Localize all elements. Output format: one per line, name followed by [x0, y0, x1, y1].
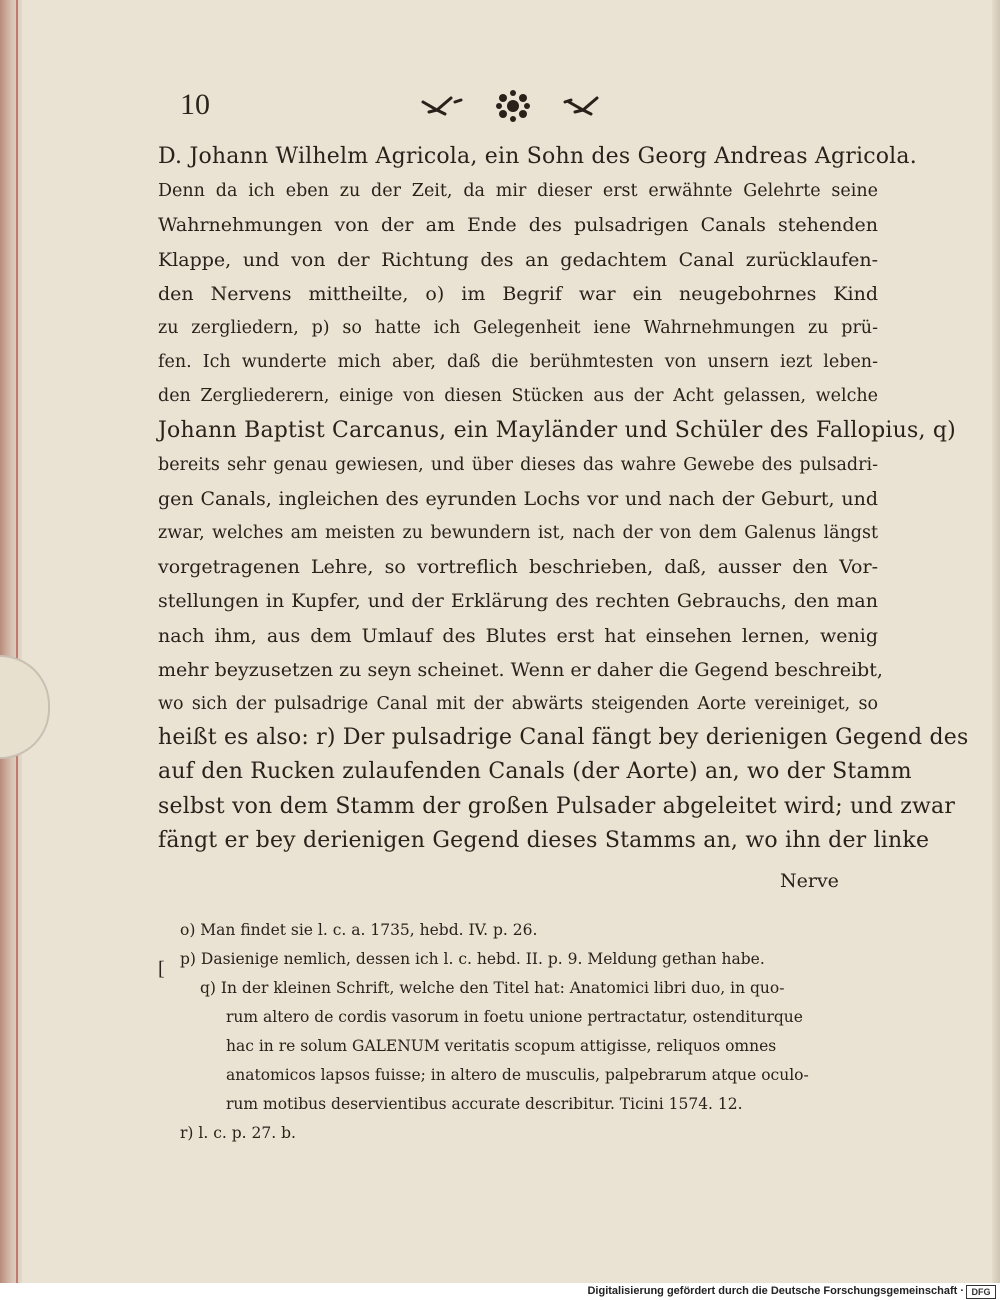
- body-text: [158, 140, 969, 858]
- body-line: bereits sehr genau gewiesen, und über dieses das wahre Gewebe des pulsadri-: [158, 454, 878, 475]
- funding-credit: Digitalisierung gefördert durch die Deutsche Forschungsgemeinschaft ·: [587, 1285, 964, 1297]
- margin-bracket: [: [158, 958, 165, 980]
- body-line: mehr beyzusetzen zu seyn scheinet. Wenn er daher die Gegend beschreibt,: [158, 658, 883, 681]
- floral-ornament-icon: [415, 88, 615, 124]
- body-line: selbst von dem Stamm der großen Pulsader abgeleitet wird; und zwar: [158, 793, 956, 819]
- footnotes: [180, 916, 880, 1148]
- dfg-logo-icon: DFG: [966, 1285, 996, 1299]
- catchword: Nerve: [780, 870, 839, 892]
- body-line: fen. Ich wunderte mich aber, daß die berühmtesten von unsern iezt leben-: [158, 352, 878, 373]
- page-gutter: [0, 0, 22, 1283]
- body-line: vorgetragenen Lehre, so vortreflich beschrieben, daß, ausser den Vor-: [158, 556, 878, 579]
- page-right-edge: [992, 0, 1000, 1283]
- footnote-q-cont: rum altero de cordis vasorum in foetu unione pertractatur, ostenditurque: [226, 1008, 803, 1026]
- body-line: D. Johann Wilhelm Agricola, ein Sohn des Georg Andreas Agricola.: [158, 144, 917, 169]
- body-line: zu zergliedern, p) so hatte ich Gelegenheit iene Wahrnehmungen zu prü-: [158, 317, 878, 338]
- page-edge-line: [16, 0, 18, 1283]
- footnote-q-cont: rum motibus deservientibus accurate describitur. Ticini 1574. 12.: [226, 1095, 743, 1113]
- body-line: fängt er bey derienigen Gegend dieses Stamms an, wo ihn der linke: [158, 827, 930, 853]
- body-line: nach ihm, aus dem Umlauf des Blutes erst hat einsehen lernen, wenig: [158, 624, 878, 647]
- footnote-r: r) l. c. p. 27. b.: [180, 1124, 296, 1142]
- body-line: auf den Rucken zulaufenden Canals (der Aorte) an, wo der Stamm: [158, 759, 912, 785]
- footnote-p: p) Dasienige nemlich, dessen ich l. c. hebd. II. p. 9. Meldung gethan habe.: [180, 950, 765, 968]
- body-line: wo sich der pulsadrige Canal mit der abwärts steigenden Aorte vereiniget, so: [158, 694, 878, 714]
- body-line: Johann Baptist Carcanus, ein Mayländer und Schüler des Fallopius, q): [158, 417, 956, 443]
- body-line: Klappe, und von der Richtung des an gedachtem Canal zurücklaufen-: [158, 248, 878, 271]
- footnote-q-cont: hac in re solum GALENUM veritatis scopum attigisse, reliquos omnes: [226, 1037, 777, 1055]
- footnote-q-cont: anatomicos lapsos fuisse; in altero de musculis, palpebrarum atque oculo-: [226, 1066, 809, 1084]
- body-line: den Nervens mittheilte, o) im Begrif war ein neugebohrnes Kind: [158, 282, 878, 305]
- body-line: zwar, welches am meisten zu bewundern ist, nach der von dem Galenus längst: [158, 523, 878, 544]
- footnote-o: o) Man findet sie l. c. a. 1735, hebd. IV. p. 26.: [180, 921, 538, 939]
- page-number: 10: [180, 88, 210, 121]
- body-line: stellungen in Kupfer, und der Erklärung des rechten Gebrauchs, den man: [158, 590, 878, 613]
- body-line: gen Canals, ingleichen des eyrunden Lochs vor und nach der Geburt, und: [158, 487, 878, 510]
- footnote-q: q) In der kleinen Schrift, welche den Titel hat: Anatomici libri duo, in quo-: [200, 979, 785, 997]
- body-line: Wahrnehmungen von der am Ende des pulsadrigen Canals stehenden: [158, 214, 878, 237]
- body-line: heißt es also: r) Der pulsadrige Canal fängt bey derienigen Gegend des: [158, 725, 969, 751]
- body-line: den Zergliederern, einige von diesen Stücken aus der Acht gelassen, welche: [158, 386, 878, 407]
- body-line: Denn da ich eben zu der Zeit, da mir dieser erst erwähnte Gelehrte seine: [158, 181, 878, 202]
- page-notch: [0, 655, 50, 759]
